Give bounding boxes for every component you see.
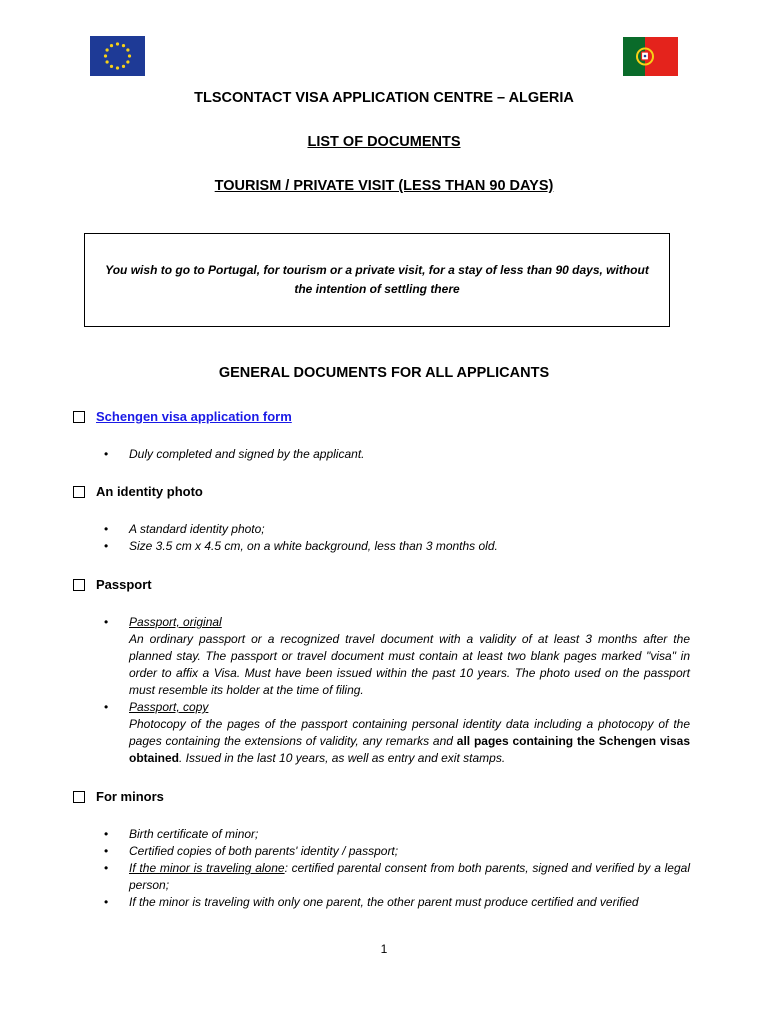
star-icon xyxy=(128,54,131,57)
checkbox[interactable] xyxy=(73,579,85,591)
schengen-form-link[interactable]: Schengen visa application form xyxy=(96,409,292,424)
star-icon xyxy=(116,66,119,69)
list-item: • Duly completed and signed by the applicant. xyxy=(104,446,690,463)
star-icon xyxy=(110,44,113,47)
star-icon xyxy=(110,65,113,68)
intro-text: You wish to go to Portugal, for tourism or a private visit, for a stay of less than 90 days, without the intention of settling there xyxy=(105,263,649,296)
star-icon xyxy=(106,48,109,51)
list-item: • If the minor is traveling with only one parent, the other parent must produce certified and verified xyxy=(104,894,690,911)
portugal-flag-icon xyxy=(623,37,678,76)
passport-original-heading: Passport, original xyxy=(129,615,222,629)
star-icon xyxy=(126,48,129,51)
list-item: • Birth certificate of minor; xyxy=(104,826,690,843)
minor-alone-prefix: If the minor is traveling alone xyxy=(129,861,285,875)
list-item: • Certified copies of both parents' identity / passport; xyxy=(104,843,690,860)
category-title: TOURISM / PRIVATE VISIT (LESS THAN 90 DAYS) xyxy=(214,178,554,194)
schengen-form-bullets xyxy=(104,446,690,463)
list-item xyxy=(104,699,690,767)
intro-box xyxy=(84,233,670,327)
passport-copy-bold: all pages containing the Schengen visas obtained xyxy=(129,734,691,765)
list-item xyxy=(104,860,690,894)
checklist-item-passport[interactable] xyxy=(73,577,152,592)
passport-label: Passport xyxy=(96,577,152,592)
identity-photo-bullets xyxy=(104,521,690,555)
minor-alone-text: : certified parental consent from both parents, signed and verified by a legal person; xyxy=(129,861,690,892)
star-icon xyxy=(106,60,109,63)
identity-photo-label: An identity photo xyxy=(96,484,203,499)
document-title: TLSCONTACT VISA APPLICATION CENTRE – ALGERIA xyxy=(194,90,574,106)
star-icon xyxy=(116,42,119,45)
checkbox[interactable] xyxy=(73,791,85,803)
checkbox[interactable] xyxy=(73,411,85,423)
star-icon xyxy=(122,44,125,47)
checklist-item-minors[interactable] xyxy=(73,789,164,804)
minors-label: For minors xyxy=(96,789,164,804)
page-number: 1 xyxy=(380,942,388,956)
passport-original-text: An ordinary passport or a recognized travel document with a validity of at least 3 months after the planned stay. The passport or travel document must contain at least two blank pages marked "visa" in order to affix a Visa. Must have been issued within the past 10 years. The photo used on the passport must resemble its holder at the time of filing. xyxy=(129,632,690,697)
star-icon xyxy=(126,60,129,63)
star-icon xyxy=(104,54,107,57)
passport-copy-heading: Passport, copy xyxy=(129,700,209,714)
checkbox[interactable] xyxy=(73,486,85,498)
passport-bullets xyxy=(104,614,690,767)
list-item: • Size 3.5 cm x 4.5 cm, on a white background, less than 3 months old. xyxy=(104,538,690,555)
list-item xyxy=(104,614,690,699)
checklist-item-schengen-form[interactable] xyxy=(73,409,292,424)
list-title: LIST OF DOCUMENTS xyxy=(307,134,461,150)
star-icon xyxy=(122,65,125,68)
section-title: GENERAL DOCUMENTS FOR ALL APPLICANTS xyxy=(218,365,550,381)
passport-copy-text-end: . Issued in the last 10 years, as well as entry and exit stamps. xyxy=(179,751,506,765)
checklist-item-identity-photo[interactable] xyxy=(73,484,203,499)
eu-flag-icon xyxy=(90,36,145,76)
minors-bullets xyxy=(104,826,690,911)
passport-copy-text: Photocopy of the pages of the passport containing personal identity data including a photocopy of the pages containing the extensions of validity, any remarks and xyxy=(129,717,690,748)
list-item: • A standard identity photo; xyxy=(104,521,690,538)
